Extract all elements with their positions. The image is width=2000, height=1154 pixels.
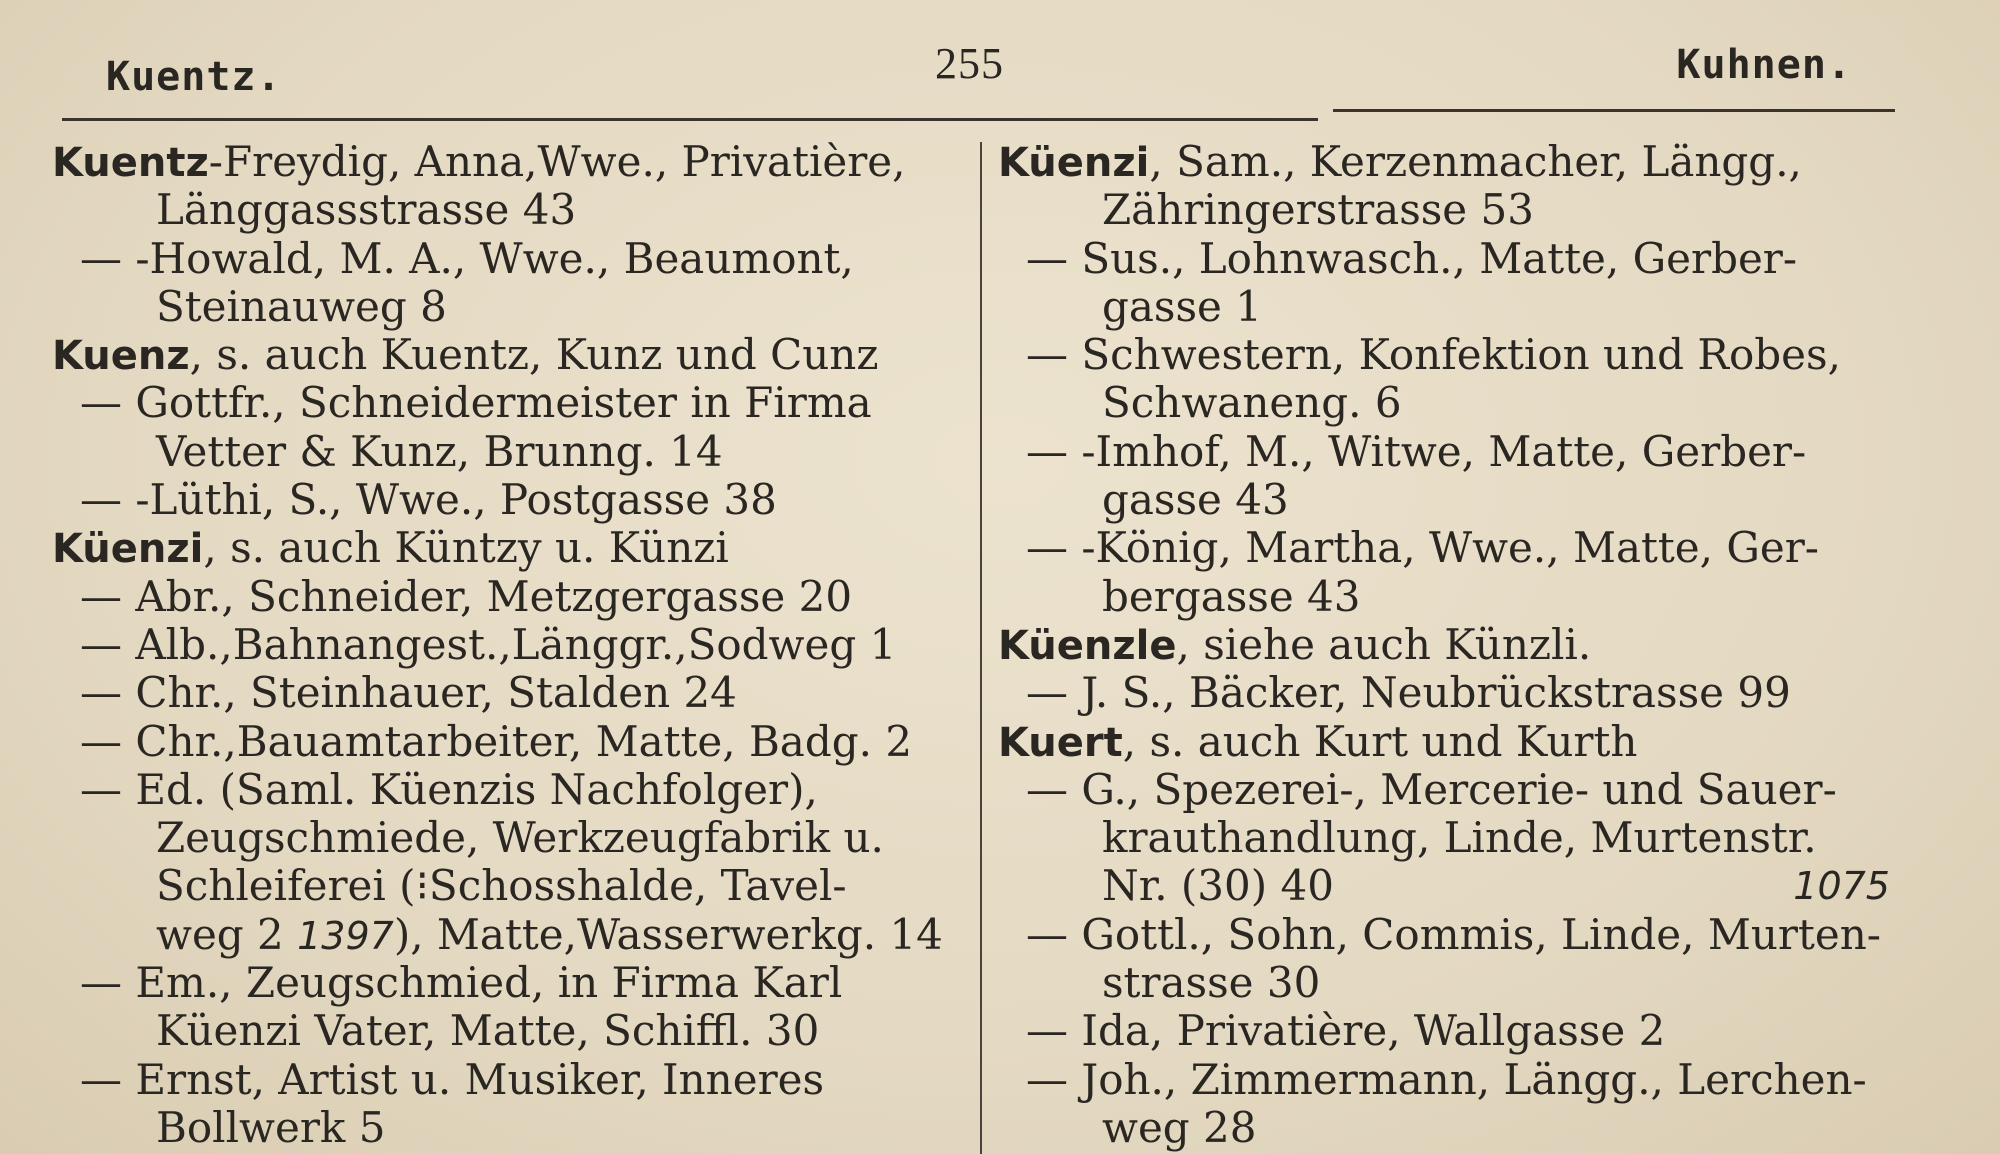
entry-line: — G., Spezerei-, Mercerie- und Sauer- [1026, 764, 1837, 814]
entry-line: — -Lüthi, S., Wwe., Postgasse 38 [80, 475, 777, 525]
entry-line: Küenzi, Sam., Kerzenmacher, Längg., [998, 137, 1802, 186]
entry-line: — Joh., Zimmermann, Längg., Lerchen- [1026, 1054, 1867, 1104]
entry-line: Steinauweg 8 [156, 281, 447, 331]
entry-line: bergasse 43 [1102, 571, 1361, 621]
phone-number: 1397 [297, 913, 394, 958]
entry-line: — Chr.,Bauamtarbeiter, Matte, Badg. 2 [80, 716, 913, 766]
entry-line: — Ernst, Artist u. Musiker, Inneres [80, 1054, 825, 1104]
entry-line: Länggassstrasse 43 [156, 185, 577, 235]
header-rule-left [62, 118, 1318, 121]
right-column [998, 138, 1898, 1152]
entry-line: — Alb.,Bahnangest.,Länggr.,Sodweg 1 [80, 619, 897, 669]
surname-heading: Kuentz [52, 140, 209, 186]
entry-line: gasse 1 [1102, 281, 1262, 331]
entry-line: Vetter & Kunz, Brunng. 14 [156, 426, 723, 476]
surname-heading: Küenzle [998, 622, 1177, 669]
entry-line: — Abr., Schneider, Metzgergasse 20 [80, 571, 853, 621]
left-column [52, 138, 967, 1152]
entry-line: — J. S., Bäcker, Neubrückstrasse 99 [1026, 668, 1791, 718]
entry-line: weg 28 [1102, 1102, 1257, 1152]
surname-heading: Kuert [998, 719, 1123, 766]
entry-line: Nr. (30) 40 1075 [1102, 861, 1890, 911]
entry-line: Kuentz-Freydig, Anna,Wwe., Privatière, [52, 137, 906, 186]
entry-line: Kuert, s. auch Kurt und Kurth [998, 716, 1638, 766]
entry-line: Küenzi Vater, Matte, Schiffl. 30 [156, 1006, 820, 1056]
entry-line: — -Imhof, M., Witwe, Matte, Gerber- [1026, 426, 1807, 476]
entry-line: — Ida, Privatière, Wallgasse 2 [1026, 1006, 1666, 1056]
running-head-left: Kuentz. [106, 54, 282, 100]
surname-heading: Küenzi [998, 140, 1150, 186]
column-divider [980, 142, 982, 1154]
entry-line: Zeugschmiede, Werkzeugfabrik u. [156, 813, 884, 863]
entry-line: Küenzi, s. auch Küntzy u. Künzi [52, 523, 729, 573]
entry-line: Schwaneng. 6 [1102, 378, 1402, 428]
entry-line: Schleiferei (⁝Schosshalde, Tavel- [156, 861, 847, 911]
entry-line: — -König, Martha, Wwe., Matte, Ger- [1026, 523, 1819, 573]
entry-line: — Gottl., Sohn, Commis, Linde, Murten- [1026, 909, 1881, 959]
running-head-right: Kuhnen. [1676, 42, 1852, 88]
entry-line: — Em., Zeugschmied, in Firma Karl [80, 958, 843, 1008]
header-rule-right [1333, 109, 1895, 112]
entry-line: — -Howald, M. A., Wwe., Beaumont, [80, 233, 854, 283]
surname-heading: Kuenz [52, 333, 190, 380]
entry-line: krauthandlung, Linde, Murtenstr. [1102, 813, 1817, 863]
entry-line: — Gottfr., Schneidermeister in Firma [80, 378, 872, 428]
entry-line: — Sus., Lohnwasch., Matte, Gerber- [1026, 233, 1798, 283]
entry-line: — Chr., Steinhauer, Stalden 24 [80, 668, 737, 718]
page-number: 255 [935, 39, 1004, 88]
phone-number: 1075 [1793, 864, 1890, 909]
entry-line: gasse 43 [1102, 475, 1289, 525]
entry-line: Zähringerstrasse 53 [1102, 185, 1534, 235]
entry-line: strasse 30 [1102, 958, 1321, 1008]
entry-line: Küenzle, siehe auch Künzli. [998, 619, 1592, 669]
surname-heading: Küenzi [52, 526, 204, 573]
entry-line: Bollwerk 5 [156, 1102, 386, 1152]
entry-line: Kuenz, s. auch Kuentz, Kunz und Cunz [52, 330, 879, 380]
entry-line: weg 2 1397), Matte,Wasserwerkg. 14 [156, 909, 943, 959]
entry-line: — Ed. (Saml. Küenzis Nachfolger), [80, 764, 818, 814]
entry-line: — Schwestern, Konfektion und Robes, [1026, 330, 1841, 380]
